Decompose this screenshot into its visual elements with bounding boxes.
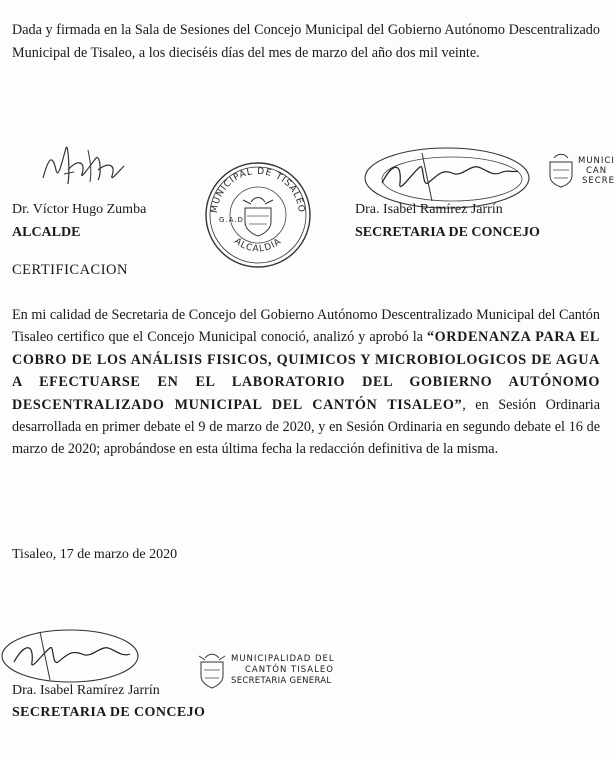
seal-left-text: G.A.D. <box>219 216 248 224</box>
bottom-signatory-name: Dra. Isabel Ramírez Jarrín <box>12 683 160 698</box>
mayor-signature <box>38 140 128 200</box>
secretary-name: Dra. Isabel Ramírez Jarrín <box>355 202 503 217</box>
svg-text:ALCALDIA <box>232 236 284 254</box>
seal-top-text: MUNICIPAL DE TISALEO <box>209 166 307 214</box>
top-right-stamp <box>546 152 615 192</box>
seal-bottom-text: ALCALDIA <box>232 236 284 255</box>
mayor-name: Dr. Víctor Hugo Zumba <box>12 202 147 217</box>
certification-paragraph <box>12 304 600 461</box>
top-right-stamp-line1: MUNICI <box>578 156 615 166</box>
municipal-seal <box>203 160 313 270</box>
bottom-stamp-line2: CANTÓN TISALEO <box>245 665 334 675</box>
opening-paragraph: Dada y firmada en la Sala de Sesiones del Concejo Municipal del Gobierno Autónomo Descentralizado Municipal de Tisaleo, a los dieciséis días del mes de marzo del año dos mil veinte. <box>12 22 600 61</box>
mayor-block <box>12 200 146 243</box>
certification-heading: CERTIFICACION <box>12 262 128 278</box>
ordinance-title: “ORDENANZA PARA EL COBRO DE LOS ANÁLISIS FISICOS, QUIMICOS Y MICROBIOLOGICOS DE AGUA A EFECTUARSE EN EL LABORATORIO DEL GOBIERNO AUTÓNOMO DESCENTRALIZADO MUNICIPAL DEL CANTÓN TISALEO” <box>12 329 600 413</box>
top-right-stamp-line2: CAN <box>586 166 608 176</box>
secretary-block <box>355 200 540 243</box>
coat-of-arms-icon <box>546 152 576 188</box>
bottom-stamp-line1: MUNICIPALIDAD DEL <box>231 654 335 664</box>
bottom-stamp <box>197 652 357 694</box>
mayor-title: ALCALDE <box>12 225 81 240</box>
place-date: Tisaleo, 17 de marzo de 2020 <box>12 547 178 562</box>
bottom-signatory-block <box>12 681 205 723</box>
top-right-stamp-line3: SECRE <box>582 176 615 186</box>
bottom-secretary-signature <box>0 626 160 686</box>
svg-text:MUNICIPAL DE TISALEO <box>210 167 306 214</box>
bottom-signatory-title: SECRETARIA DE CONCEJO <box>12 705 206 720</box>
bottom-stamp-line3: SECRETARIA GENERAL <box>231 676 332 686</box>
certification-text-after: , en Sesión Ordinaria desarrollada en primer debate el 9 de marzo de 2020, y en Sesión Ordinaria en segundo debate el 16 de marzo de 2020; aprobándose en esta última fecha la redacción definitiva de la misma. <box>12 396 600 458</box>
certification-text-before: En mi calidad de Secretaria de Concejo del Gobierno Autónomo Descentralizado Municipal del Cantón Tisaleo certifico que el Concejo Municipal conoció, analizó y aprobó la <box>12 307 600 346</box>
secretary-title: SECRETARIA DE CONCEJO <box>355 225 540 240</box>
